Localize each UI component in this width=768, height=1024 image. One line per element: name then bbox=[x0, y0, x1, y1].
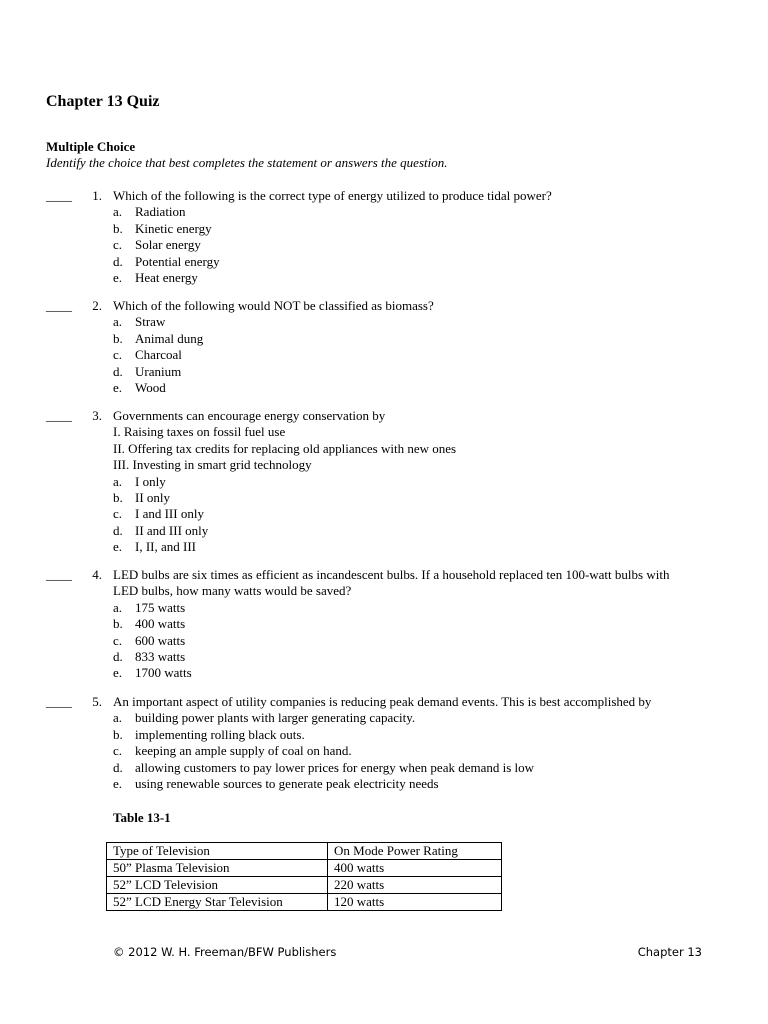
choice-c bbox=[113, 633, 713, 649]
table-cell: 400 watts bbox=[328, 860, 502, 877]
choice-e bbox=[113, 270, 713, 286]
choice-text: Kinetic energy bbox=[135, 220, 212, 236]
choice-a bbox=[113, 600, 713, 616]
choice-e bbox=[113, 380, 713, 396]
choice-d bbox=[113, 523, 713, 539]
question-stem-line: LED bulbs, how many watts would be saved? bbox=[113, 583, 352, 599]
question-stem: Which of the following is the correct type of energy utilized to produce tidal power? bbox=[113, 188, 552, 203]
question-stem-line: II. Offering tax credits for replacing old appliances with new ones bbox=[113, 440, 457, 456]
choice-text: Animal dung bbox=[135, 330, 204, 346]
choice-letter: d. bbox=[113, 759, 123, 775]
answer-blank: ____ bbox=[46, 694, 72, 709]
choice-text: II only bbox=[135, 490, 171, 506]
question-stem: LED bulbs are six times as efficient as incandescent bulbs. If a household replaced ten 100-watt bulbs with bbox=[113, 567, 670, 582]
choice-letter: d. bbox=[113, 648, 123, 664]
choice-b bbox=[113, 616, 713, 632]
choice-letter: c. bbox=[113, 347, 123, 363]
table-cell: 220 watts bbox=[328, 877, 502, 894]
choice-b bbox=[113, 727, 713, 743]
choice-letter: e. bbox=[113, 269, 123, 285]
choice-letter: c. bbox=[113, 237, 123, 253]
choice-d bbox=[113, 760, 713, 776]
choice-text: 600 watts bbox=[135, 632, 186, 648]
choice-letter: d. bbox=[113, 253, 123, 269]
choice-b bbox=[113, 490, 713, 506]
choice-text: Charcoal bbox=[135, 347, 182, 363]
question-stem-line: III. Investing in smart grid technology bbox=[113, 457, 312, 473]
table-row bbox=[107, 894, 502, 911]
choice-text: I, II, and III bbox=[135, 539, 196, 555]
choice-d bbox=[113, 254, 713, 270]
question-number: 1. bbox=[92, 188, 102, 203]
choice-letter: b. bbox=[113, 330, 123, 346]
choice-text: Uranium bbox=[135, 363, 182, 379]
choice-text: keeping an ample supply of coal on hand. bbox=[135, 743, 352, 759]
answer-blank: ____ bbox=[46, 408, 72, 423]
choice-text: 1700 watts bbox=[135, 665, 192, 681]
question-stem: Which of the following would NOT be classified as biomass? bbox=[113, 298, 434, 313]
choice-c bbox=[113, 743, 713, 759]
choice-text: I only bbox=[135, 473, 166, 489]
question-stem: An important aspect of utility companies is reducing peak demand events. This is best accomplished by bbox=[113, 694, 652, 709]
choice-letter: a. bbox=[113, 599, 123, 615]
choice-letter: b. bbox=[113, 616, 123, 632]
question-stem-line: I. Raising taxes on fossil fuel use bbox=[113, 424, 286, 440]
choice-c bbox=[113, 506, 713, 522]
table-cell: 120 watts bbox=[328, 894, 502, 911]
choice-letter: c. bbox=[113, 743, 123, 759]
choice-text: Radiation bbox=[135, 204, 186, 220]
choice-letter: a. bbox=[113, 473, 123, 489]
choice-c bbox=[113, 347, 713, 363]
choice-text: II and III only bbox=[135, 522, 209, 538]
choice-a bbox=[113, 314, 713, 330]
table-cell: 50” Plasma Television bbox=[107, 860, 328, 877]
choice-letter: e. bbox=[113, 539, 123, 555]
question-number: 3. bbox=[92, 408, 102, 423]
choice-text: Heat energy bbox=[135, 269, 198, 285]
page-title: Chapter 13 Quiz bbox=[46, 93, 160, 110]
table-cell: 52” LCD Energy Star Television bbox=[107, 894, 328, 911]
choice-letter: d. bbox=[113, 522, 123, 538]
table-header-cell: Type of Television bbox=[107, 843, 328, 860]
question-number: 2. bbox=[92, 298, 102, 313]
choice-text: Potential energy bbox=[135, 253, 220, 269]
choice-letter: a. bbox=[113, 314, 123, 330]
choice-letter: a. bbox=[113, 204, 123, 220]
choice-text: allowing customers to pay lower prices for energy when peak demand is low bbox=[135, 759, 535, 775]
section-title: Multiple Choice bbox=[46, 139, 136, 154]
choice-text: using renewable sources to generate peak electricity needs bbox=[135, 775, 439, 791]
table-cell: 52” LCD Television bbox=[107, 877, 328, 894]
choice-letter: c. bbox=[113, 506, 123, 522]
choice-letter: d. bbox=[113, 363, 123, 379]
choice-d bbox=[113, 364, 713, 380]
choice-text: 833 watts bbox=[135, 648, 186, 664]
question-number: 5. bbox=[92, 694, 102, 709]
choice-letter: b. bbox=[113, 220, 123, 236]
choice-text: 175 watts bbox=[135, 599, 186, 615]
choice-text: Straw bbox=[135, 314, 166, 330]
choice-text: implementing rolling black outs. bbox=[135, 726, 305, 742]
choice-e bbox=[113, 776, 713, 792]
answer-blank: ____ bbox=[46, 298, 72, 313]
question-number: 4. bbox=[92, 567, 102, 582]
choice-letter: c. bbox=[113, 632, 123, 648]
table-title: Table 13-1 bbox=[113, 810, 171, 825]
table-header-row bbox=[107, 843, 502, 860]
choice-text: I and III only bbox=[135, 506, 204, 522]
choice-e bbox=[113, 665, 713, 681]
table-row bbox=[107, 877, 502, 894]
choice-c bbox=[113, 237, 713, 253]
footer-copyright: © 2012 W. H. Freeman/BFW Publishers bbox=[113, 945, 337, 959]
section-instructions: Identify the choice that best completes the statement or answers the question. bbox=[46, 155, 448, 170]
choice-a bbox=[113, 710, 713, 726]
choice-letter: e. bbox=[113, 665, 123, 681]
choice-b bbox=[113, 221, 713, 237]
choice-a bbox=[113, 204, 713, 220]
choice-d bbox=[113, 649, 713, 665]
answer-blank: ____ bbox=[46, 567, 72, 582]
tv-power-table bbox=[106, 842, 502, 911]
choice-text: building power plants with larger generating capacity. bbox=[135, 710, 416, 726]
footer-chapter: Chapter 13 bbox=[637, 945, 702, 959]
choice-e bbox=[113, 539, 713, 555]
choice-text: 400 watts bbox=[135, 616, 186, 632]
choice-letter: b. bbox=[113, 490, 123, 506]
choice-letter: e. bbox=[113, 379, 123, 395]
table-header-cell: On Mode Power Rating bbox=[328, 843, 502, 860]
question-stem: Governments can encourage energy conservation by bbox=[113, 408, 386, 423]
choice-letter: a. bbox=[113, 710, 123, 726]
choice-letter: b. bbox=[113, 726, 123, 742]
choice-b bbox=[113, 331, 713, 347]
choice-text: Solar energy bbox=[135, 237, 201, 253]
table-row bbox=[107, 860, 502, 877]
answer-blank: ____ bbox=[46, 188, 72, 203]
choice-letter: e. bbox=[113, 775, 123, 791]
choice-text: Wood bbox=[135, 379, 166, 395]
choice-a bbox=[113, 474, 713, 490]
